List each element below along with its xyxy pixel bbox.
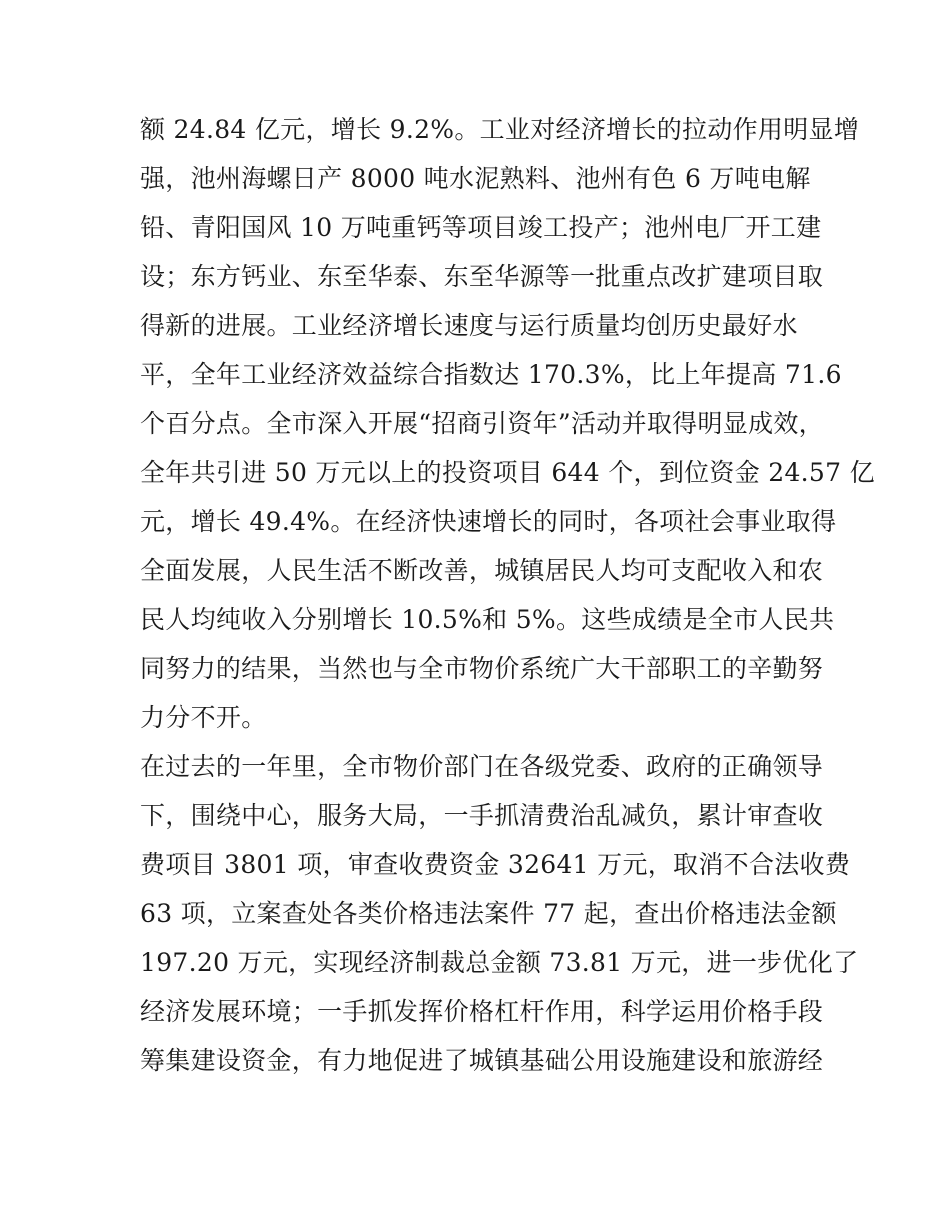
text-line: 平，全年工业经济效益综合指数达 170.3%，比上年提高 71.6 <box>140 360 842 389</box>
text-line: 197.20 万元，实现经济制裁总金额 73.81 万元，进一步优化了 <box>140 948 859 977</box>
text-line: 全年共引进 50 万元以上的投资项目 644 个，到位资金 24.57 亿 <box>140 458 875 487</box>
text-line: 强，池州海螺日产 8000 吨水泥熟料、池州有色 6 万吨电解 <box>140 164 811 193</box>
text-line: 铅、青阳国风 10 万吨重钙等项目竣工投产；池州电厂开工建 <box>140 213 822 242</box>
text-line: 额 24.84 亿元，增长 9.2%。工业对经济增长的拉动作用明显增 <box>140 115 860 144</box>
text-line: 元，增长 49.4%。在经济快速增长的同时，各项社会事业取得 <box>140 507 837 536</box>
text-line: 力分不开。 <box>140 703 267 732</box>
text-line: 得新的进展。工业经济增长速度与运行质量均创历史最好水 <box>140 311 798 340</box>
text-line: 设；东方钙业、东至华泰、东至华源等一批重点改扩建项目取 <box>140 262 824 291</box>
text-line: 同努力的结果，当然也与全市物价系统广大干部职工的辛勤努 <box>140 654 824 683</box>
text-line: 经济发展环境；一手抓发挥价格杠杆作用，科学运用价格手段 <box>140 997 824 1026</box>
text-line: 全面发展，人民生活不断改善，城镇居民人均可支配收入和农 <box>140 556 824 585</box>
text-line: 下，围绕中心，服务大局，一手抓清费治乱减负，累计审查收 <box>140 801 824 830</box>
text-line: 筹集建设资金，有力地促进了城镇基础公用设施建设和旅游经 <box>140 1046 824 1075</box>
text-line: 在过去的一年里，全市物价部门在各级党委、政府的正确领导 <box>140 752 824 781</box>
text-line: 费项目 3801 项，审查收费资金 32641 万元，取消不合法收费 <box>140 850 851 879</box>
text-line: 个百分点。全市深入开展“招商引资年”活动并取得明显成效， <box>140 409 824 438</box>
text-line: 民人均纯收入分别增长 10.5%和 5%。这些成绩是全市人民共 <box>140 605 835 634</box>
text-line: 63 项，立案查处各类价格违法案件 77 起，查出价格违法金额 <box>140 899 837 928</box>
